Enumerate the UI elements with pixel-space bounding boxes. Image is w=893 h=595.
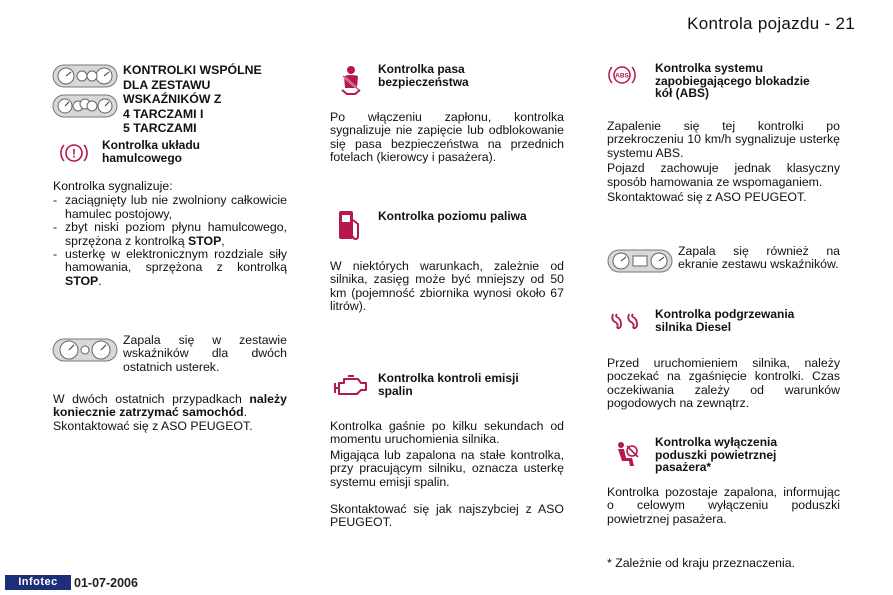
infotec-logo: Infotec	[5, 575, 71, 590]
brake-body	[53, 180, 287, 288]
engine-emission-icon	[332, 374, 370, 400]
abs-icon	[607, 62, 637, 88]
cluster-2-dial-icon	[52, 338, 118, 362]
airbag-off-icon	[612, 440, 642, 470]
diesel-title: Kontrolka podgrzewania silnika Diesel	[655, 307, 795, 334]
emission-p3: Skontaktować się jak najszybciej z ASO PEUGEOT.	[330, 502, 564, 530]
stop-advice: W dwóch ostatnich przypadkach należy koniecznie zatrzymać samochód. Skontaktować się z ASO PEUGEOT.	[53, 392, 287, 433]
seatbelt-text: Po włączeniu zapłonu, kontrolka sygnalizuje nie zapięcie lub odblokowanie się pasa bezpieczeństwa na przednich fotelach (kierowcy i pasażera).	[330, 110, 564, 165]
diesel-glow-plug-icon	[609, 311, 643, 331]
abs-p2: Pojazd zachowuje jednak klasyczny sposób hamowania ze wspomaganiem.	[607, 161, 840, 189]
section-main-title: KONTROLKI WSPÓLNE DLA ZESTAWU WSKAŹNIKÓW Z 4 TARCZAMI I 5 TARCZAMI	[123, 63, 262, 136]
emission-p2: Migająca lub zapalona na stałe kontrolka, przy pracującym silniku, oznacza usterkę systemu emisji spalin.	[330, 447, 564, 489]
footnote: * Zależnie od kraju przeznaczenia.	[607, 556, 795, 570]
fuel-title: Kontrolka poziomu paliwa	[378, 209, 527, 223]
aso-contact: Skontaktować się z ASO PEUGEOT.	[53, 418, 253, 433]
abs-icon-label: ABS	[615, 72, 629, 80]
brake-warning-icon	[60, 141, 88, 165]
emission-body	[330, 420, 564, 530]
abs-p3: Skontaktować się z ASO PEUGEOT.	[607, 190, 807, 205]
edition-date: 01-07-2006	[74, 576, 138, 590]
seatbelt-title: Kontrolka pasa bezpieczeństwa	[378, 62, 469, 89]
list-item: - zbyt niski poziom płynu hamulcowego, sprzężona z kontrolką STOP,	[53, 221, 287, 248]
cluster-4-dial-icon	[52, 64, 118, 88]
abs-p1: Zapalenie się tej kontrolki po przekroczeniu 10 km/h sygnalizuje usterkę systemu ABS.	[607, 119, 840, 160]
list-item: - usterkę w elektronicznym rozdziale siły hamowania, sprzężona z kontrolką STOP.	[53, 248, 287, 288]
list-item: - zaciągnięty lub nie zwolniony całkowicie hamulec postojowy,	[53, 194, 287, 221]
diesel-text: Przed uruchomieniem silnika, należy poczekać na zgaśnięcie kontrolki. Czas oczekiwania zależy od warunków pogodowych na zewnątrz.	[607, 356, 840, 411]
abs-body	[607, 120, 840, 204]
brake-title: Kontrolka układu hamulcowego	[102, 138, 201, 165]
airbag-title: Kontrolka wyłączenia poduszki powietrznej pasażera*	[655, 435, 778, 475]
two-gauges-text: Zapala się w zestawie wskaźników dla dwóch ostatnich usterek.	[123, 333, 287, 374]
cluster-screen-icon	[607, 249, 673, 273]
cluster-5-dial-icon	[52, 94, 118, 118]
emission-p1: Kontrolka gaśnie po kilku sekundach od momentu uruchomienia silnika.	[330, 419, 564, 447]
fuel-text: W niektórych warunkach, zależnie od silnika, zasięg może być mniejszy od 50 km (pojemność zbiornika wynosi około 67 litrów).	[330, 259, 564, 314]
fuel-icon	[337, 208, 363, 242]
emission-title: Kontrolka kontroli emisji spalin	[378, 371, 519, 398]
abs-cluster-text: Zapala się również na ekranie zestawu wskaźników.	[678, 244, 840, 272]
brake-intro: Kontrolka sygnalizuje:	[53, 179, 173, 193]
svg-text:!: !	[72, 146, 76, 161]
page-header-title: Kontrola pojazdu - 21	[687, 14, 855, 33]
airbag-text: Kontrolka pozostaje zapalona, informując o celowym wyłączeniu poduszki powietrznej pasażera.	[607, 485, 840, 526]
abs-title: Kontrolka systemu zapobiegającego blokadzie kół (ABS)	[655, 61, 810, 101]
seatbelt-icon	[333, 64, 369, 100]
